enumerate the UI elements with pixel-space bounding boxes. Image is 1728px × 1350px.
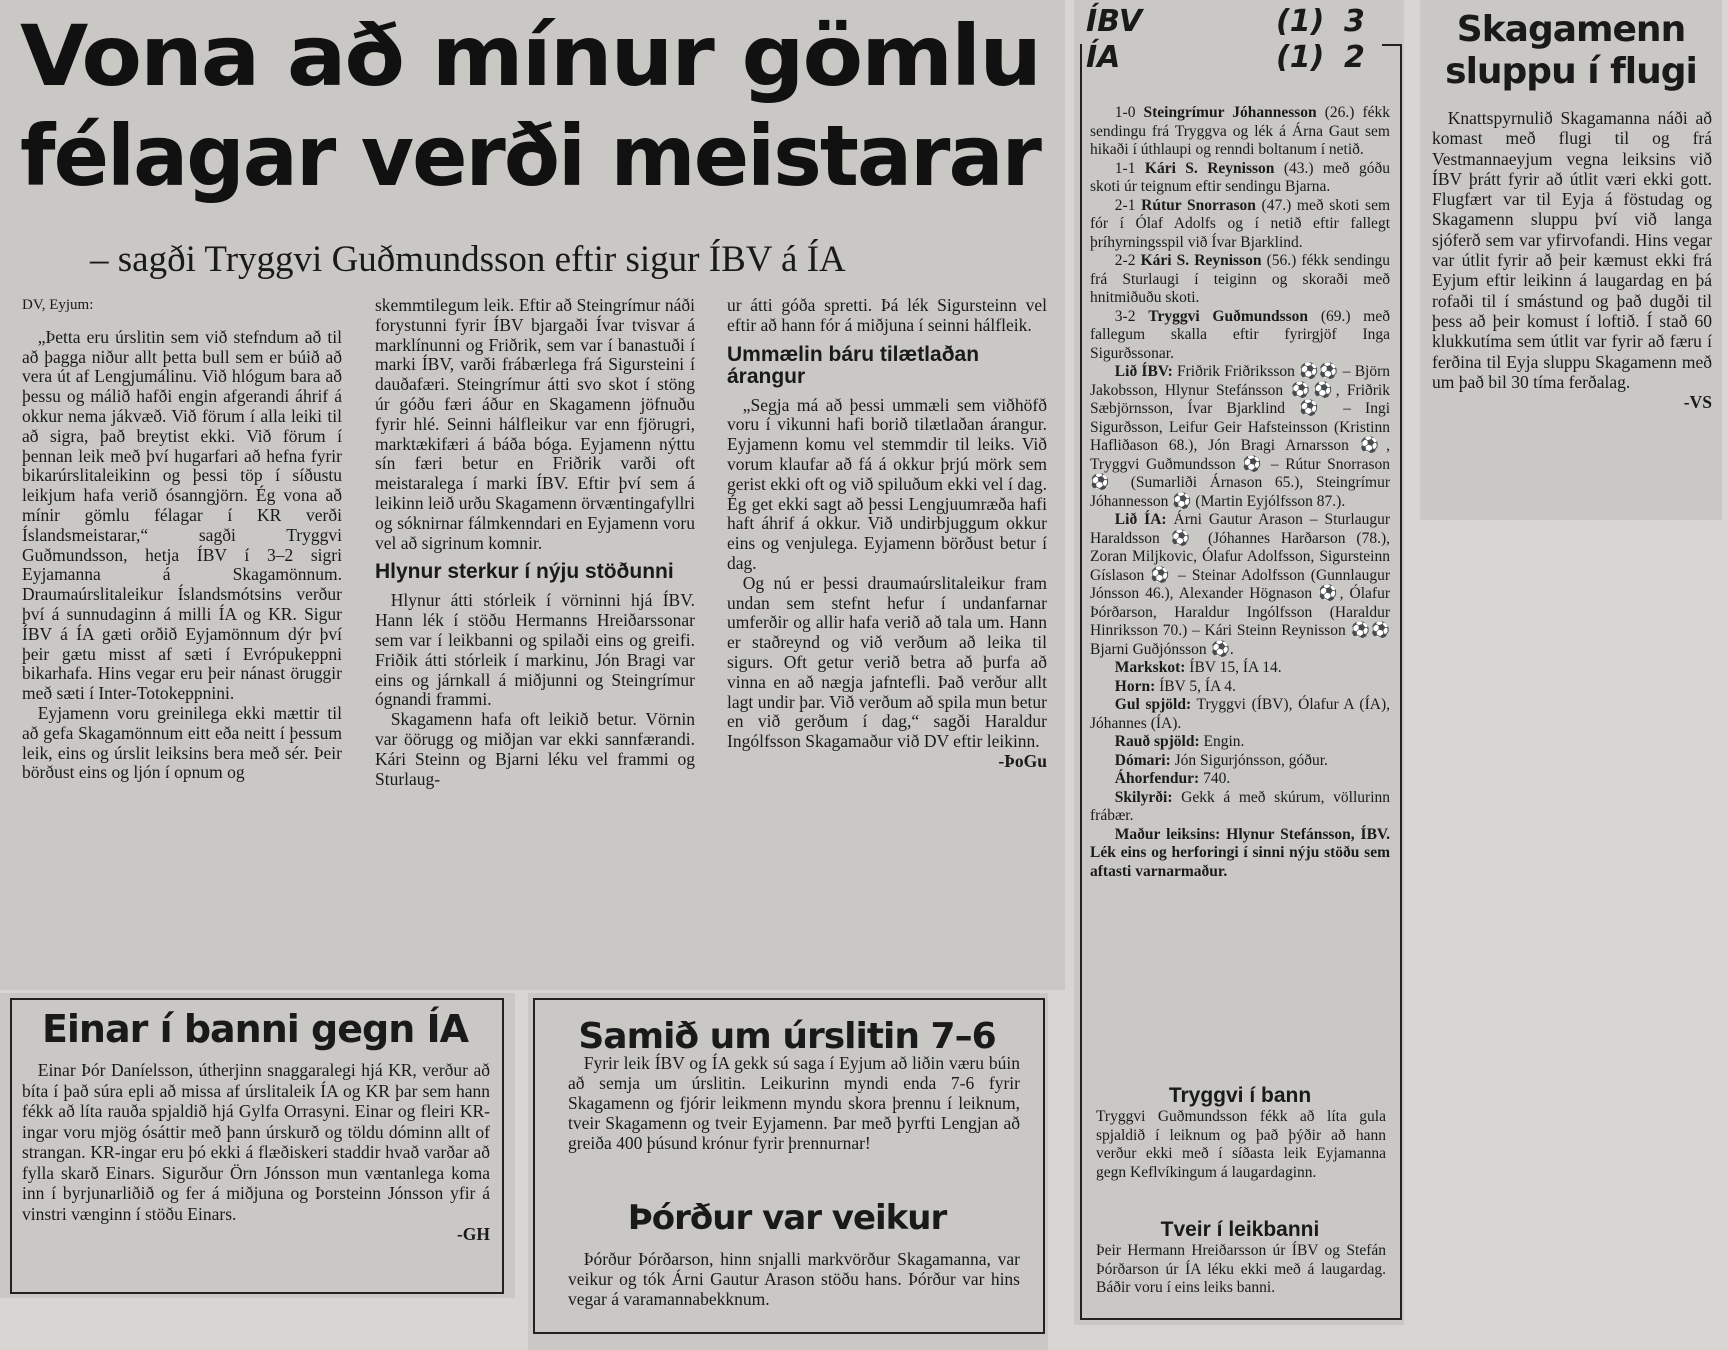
byline: -ÞoGu <box>998 750 1047 771</box>
einar-title: Einar í banni gegn ÍA <box>41 1007 469 1051</box>
tryggvi-title: Tryggvi í bann <box>1168 1084 1312 1107</box>
goal-item: 1-1 Kári S. Reynisson (43.) með góðu skoti úr teignum eftir sendingu Bjarna. <box>1090 159 1391 195</box>
dateline: DV, Eyjum: <box>22 297 94 313</box>
halftime-ia: (1) <box>1276 40 1325 75</box>
subheading-ummaelin: Ummælin báru tilætlaðan árangur <box>727 342 980 388</box>
paragraph: skemmtilegum leik. Eftir að Steingrímur náði forystunni fyrir ÍBV bjargaði Ívar tvisvar á marklínunni og Friðrik, sem var í banastuði í marki ÍBV, varði frábærlega frá Sigursteini í dauðafæri. Steingrímur átti svo skot í stöng úr góðu færi áður en Skagamenn jöfnuðu fyrir hlé. Seinni hálfleikur var enn fjörugri, marktækifæri á báða bóga. Eyjamenn nýttu sín færi betur en Friðrik varði oft meistaralega í marki ÍBV. Eftir því sem á leikinn leið urðu Skagamenn örvæntingafyllri og sóknirnar fálmkenndari en Eyjamenn voru vel að sigrinum komnir. <box>375 295 695 553</box>
column-1 <box>22 296 342 783</box>
paragraph: Þórður Þórðarson, hinn snjalli markvörður Skagamanna, var veikur og tók Árni Gautur Arason stöðu hans. Þórður var hins vegar á varamannabekknum. <box>568 1249 1020 1309</box>
tveir-title: Tveir í leikbanni <box>1160 1218 1320 1241</box>
goal-item: 1-0 Steingrímur Jóhannesson (26.) fékk sendingu frá Tryggva og lék á Árna Gaut sem hikaði í úthlaupi og renndi boltanum í netið. <box>1090 104 1390 158</box>
team-ia: ÍA <box>1086 40 1121 75</box>
scoreboard <box>1082 4 1382 78</box>
goal-item: 3-2 Tryggvi Guðmundsson (69.) með fallegum skalla eftir fyrirgjöf Inga Sigurðssonar. <box>1090 307 1390 362</box>
goals-ibv: 3 <box>1344 4 1365 39</box>
stat-row: Rauð spjöld: Engin. <box>1114 733 1245 750</box>
lineup-ia: Lið ÍA: Árni Gautur Arason – Sturlaugur Haraldsson ⚽ (Jóhannes Harðarson (78.), Zoran Miljkovic, Ólafur Adolfsson, Sigursteinn Gíslason ⚽ – Steinar Adolfsson (Gunnlaugur Jónsson 46.), Alexander Högnason ⚽, Ólafur Þórðarson, Haraldur Ingólfsson (Haraldur Hinriksson 70.) – Kári Steinn Reynisson ⚽⚽ Bjarni Guðjónsson ⚽. <box>1090 511 1390 658</box>
paragraph: Eyjamenn voru greinilega ekki mættir til að gefa Skagamönnum eitt eða neitt í þessum leik, eins og úrslit leiksins bera með sér. Þeir börðust eins og ljón í opnum og <box>22 702 342 783</box>
lineup-ibv: Lið ÍBV: Friðrik Friðriksson ⚽⚽ – Björn Jakobsson, Hlynur Stefánsson ⚽⚽, Friðrik Sæbjörnsson, Ívar Bjarklind ⚽ – Ingi Sigurðsson, Leifur Geir Hafsteinsson (Kristinn Hafliðason 68.), Jón Bragi Arnarsson ⚽, Tryggvi Guðmundsson ⚽ – Rútur Snorrason ⚽ (Sumarliði Árnason 65.), Steingrímur Jóhannesson ⚽ (Martin Eyjólfsson 87.). <box>1090 363 1390 510</box>
tveir-text: Þeir Hermann Hreiðarsson úr ÍBV og Stefán Þórðarson úr ÍA léku ekki með á laugardag. Báðir voru í eins leiks banni. <box>1096 1242 1386 1296</box>
goal-list <box>1090 104 1390 881</box>
paragraph: ur átti góða spretti. Þá lék Sigursteinn vel eftir að hann fór á miðjuna í seinni hálfleik. <box>727 295 1047 335</box>
samid-text <box>568 1053 1020 1153</box>
headline-line2: félagar verði meistarar <box>20 107 1040 205</box>
paragraph: Skagamenn hafa oft leikið betur. Vörnin var öörugg og miðjan var ekki sannfærandi. Kári Steinn og Bjarni léku vel frammi og Sturlaug- <box>375 709 695 789</box>
byline: -VS <box>1683 392 1712 413</box>
paragraph: „Segja má að þessi ummæli sem viðhöfð voru í vikunni hafi borið tilætlaðan árangur. Eyjamenn komu vel stemmdir til leiks. Við vorum klaufar að fá á okkur þrjú mörk sem gerist ekki oft og við spiluðum ekki vel í dag. Ég get ekki sagt að þessi Lengjuumræða hafi haft áhrif á okkur. Við undirbjuggum okkur eins og venjulega. Eyjamenn börðust betur í dag. <box>727 394 1047 573</box>
stat-row: Skilyrði: Gekk á með skúrum, völlurinn frábær. <box>1090 788 1390 824</box>
man-of-match: Maður leiksins: Hlynur Stefánsson, ÍBV. Lék eins og herforingi í sinni nýju stöðu sem aftasti varnarmaður. <box>1090 825 1390 880</box>
byline: -GH <box>456 1224 490 1244</box>
skaga-title-1: Skagamenn <box>1456 9 1686 50</box>
stat-row: Gul spjöld: Tryggvi (ÍBV), Ólafur A (ÍA), Jóhannes (ÍA). <box>1090 696 1390 732</box>
stat-row: Horn: ÍBV 5, ÍA 4. <box>1114 677 1236 695</box>
samid-box <box>528 993 1048 1350</box>
subheading-hlynur: Hlynur sterkur í nýju stöðunni <box>375 560 674 584</box>
paragraph: Og nú er þessi draumaúrslitaleikur fram undan sem stefnt hefur í undanfarnar umferðir og allir hafa verið að tala um. Hann er staðreynd og við verðum að leika til sigurs. Oft getur verið betra að þurfa að vinna en að nægja jafntefli. Það verður allt lagt undir þar. Við verðum að spila mun betur en við gerðum í dag,“ sagði Haraldur Ingólfsson Skagamaður við DV eftir leikinn. <box>727 572 1047 752</box>
skaga-text <box>1432 108 1712 412</box>
goal-item: 2-2 Kári S. Reynisson (56.) fékk sendingu frá Sturlaugi í teiginn og skoraði með hnitmiðuðu skoti. <box>1090 252 1390 306</box>
column-3 <box>727 296 1047 772</box>
headline-sub: – sagði Tryggvi Guðmundsson eftir sigur ÍBV á ÍA <box>90 239 846 280</box>
tryggvi-text: Tryggvi Guðmundsson fékk að líta gula spjaldið í leiknum og það þýðir að hann verður ekki með í síðasta leik Eyjamanna gegn Keflvíkingum á laugardaginn. <box>1096 1108 1386 1181</box>
paragraph: „Þetta eru úrslitin sem við stefndum að til að þagga niður allt þetta bull sem er búið að vera út af Lengjumálinu. Við hlógum bara að þessu og málið hafði engin afgerandi áhrif á okkur nema jákvæð. Við förum í alla leiki til að sigra, það breytist ekki. Við förum í þennan leik með því hugarfari að hefna fyrir bikarúrslitaleikinn og þessi töp í síðustu leikjum hafa verið ósanngjörn. Ég vona að mínir gömlu félagar í KR verði Íslandsmeistarar,“ sagði Tryggvi Guðmundsson, hetja ÍBV í 3–2 sigri Eyjamanna á Skagamönnum. Draumaúrslitaleikur Íslandsmótsins verður því á sunnudaginn á milli ÍA og KR. Sigur ÍBV á ÍA gæti orðið Eyjamönnum dýr því þeir gætu misst af sæti í Evrópukeppni bikarhafa. Hins vegar eru þeir nánast öruggir með sæti í Inter-Totokeppnini. <box>22 326 342 704</box>
skagamenn-box <box>1420 0 1722 520</box>
paragraph: Fyrir leik ÍBV og ÍA gekk sú saga í Eyjum að liðin væru búin að semja um úrslitin. Leikurinn myndi enda 7-6 fyrir Skagamenn og fjórir leikmenn myndu skora þrennu í leiknum, tveir Skagamenn og tveir Eyjamenn. Þar með þyrfti Lengjan að greiða 400 þúsund krónur fyrir þrennurnar! <box>568 1053 1020 1153</box>
skaga-title-2: sluppu í flugi <box>1445 51 1697 92</box>
thordur-text <box>568 1249 1020 1309</box>
column-2 <box>375 296 695 789</box>
samid-title: Samið um úrslitin 7–6 <box>578 1016 996 1057</box>
stat-row: Dómari: Jón Sigurjónsson, góður. <box>1114 751 1328 769</box>
einar-box <box>0 993 515 1298</box>
stat-row: Markskot: ÍBV 15, ÍA 14. <box>1114 659 1282 676</box>
results-box <box>1074 0 1404 1325</box>
team-ibv: ÍBV <box>1086 4 1143 39</box>
paragraph: Hlynur átti stórleik í vörninni hjá ÍBV. Hann lék í stöðu Hermanns Hreiðarssonar sem var í leikbanni og spilaði eins og greifi. Friðik átti stórleik í markinu, Jón Bragi var eins og járnkall á miðjunni og Steingrímur ógnandi frammi. <box>375 590 695 710</box>
goals-ia: 2 <box>1344 40 1365 75</box>
goal-item: 2-1 Rútur Snorrason (47.) með skoti sem fór í Ólaf Adolfs og í netið eftir fallegt þríhyrningsspil við Ívar Bjarklind. <box>1090 196 1391 251</box>
paragraph: Einar Þór Daníelsson, útherjinn snaggaralegi hjá KR, verður að bíta í það súra epli að missa af úrslitaleik ÍA og KR þar sem hann fékk að líta rauða spjaldið hjá Gylfa Orrasyni. Einar og fleiri KR-ingar voru mjög ósáttir með þann úrskurð og töldu dóminn allt of strangan. KR-ingar eru þó ekki á flæðiskeri staddir hvað varðar að fylla skarð Einars. Sigurður Örn Jónsson mun væntanlega koma inn í byrjunarliðið og fer á miðjuna og Þorsteinn Jónsson yfir á vinstri vænginn í stöðu Einars. <box>22 1060 490 1224</box>
paragraph: Knattspyrnulið Skagamanna náði að komast með flugi til og frá Vestmannaeyjum vegna leiksins við ÍBV þrátt fyrir að útlit væri ekki gott. Flugfært var til Eyja á föstudag og Skagamenn sluppu því við langa sjóferð sem var yfirvofandi. Hins vegar var útlit fyrir að þeir kæmust ekki frá Eyjum eftir leikinn á laugardag en þá rofaði til í smástund og það dugði til þess að þeir komust í loftið. Í stað 60 klukkutíma sem útlit var fyrir að færu í ferðina til Eyja sluppu Skagamenn með um það bil 30 tíma ferðalag. <box>1432 108 1712 392</box>
einar-text <box>22 1060 490 1245</box>
stat-row: Áhorfendur: 740. <box>1114 770 1231 787</box>
headline-line1: Vona að mínur gömlu <box>20 7 1040 105</box>
thordur-title: Þórður var veikur <box>627 1198 947 1238</box>
halftime-ibv: (1) <box>1276 4 1325 39</box>
